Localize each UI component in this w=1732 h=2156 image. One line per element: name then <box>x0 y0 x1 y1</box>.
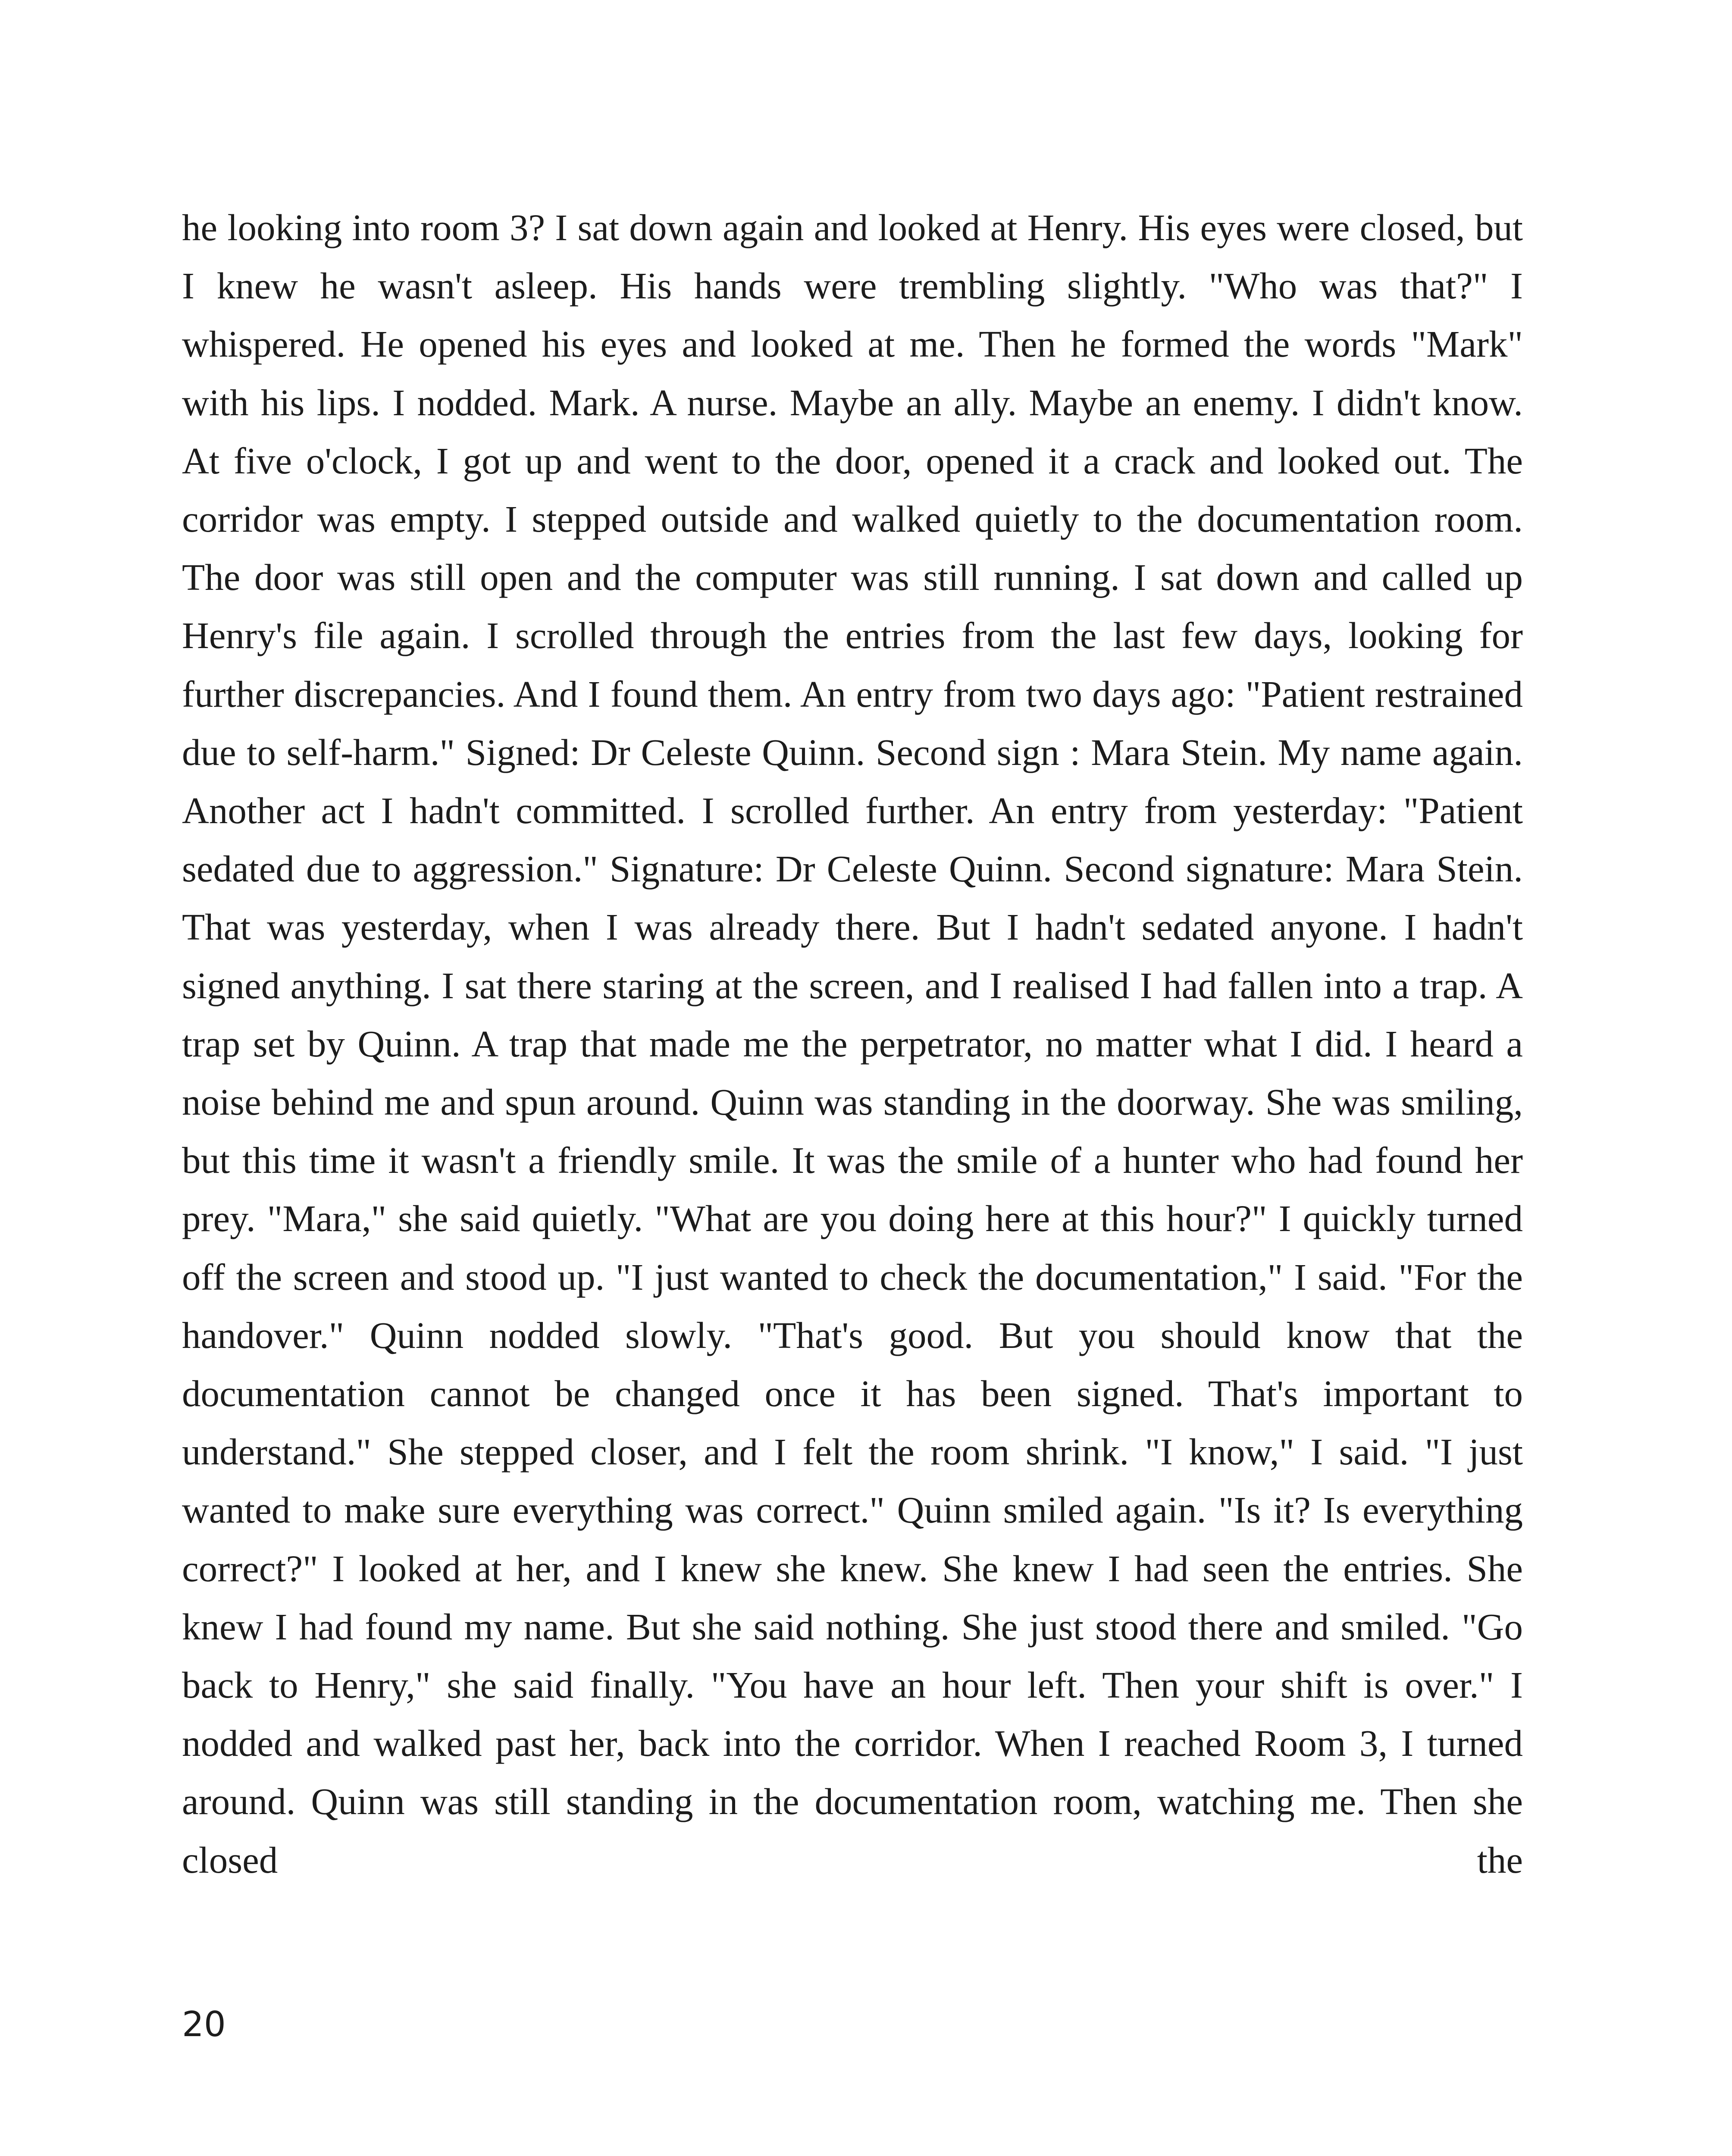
page-number: 20 <box>182 2004 226 2044</box>
body-paragraph: he looking into room 3? I sat down again and looked at Henry. His eyes were closed, but I knew he wasn't asleep. His hands were trembling slightly. "Who was that?" I whispered. He opened his eyes and looked at me. Then he formed the words "Mark" with his lips. I nodded. Mark. A nurse. Maybe an ally. Maybe an enemy. I didn't know. At five o'clock, I got up and went to the door, opened it a crack and looked out. The corridor was empty. I stepped outside and walked quietly to the documentation room. The door was still open and the computer was still running. I sat down and called up Henry's file again. I scrolled through the entries from the last few days, looking for further discrepancies. And I found them. An entry from two days ago: "Patient restrained due to self-harm." Signed: Dr Celeste Quinn. Second sign : Mara Stein. My name again. Another act I hadn't committed. I scrolled further. An entry from yesterday: "Patient sedated due to aggression." Signature: Dr Celeste Quinn. Second signature: Mara Stein. That was yesterday, when I was already there. But I hadn't sedated anyone. I hadn't signed anything. I sat there staring at the screen, and I realised I had fallen into a trap. A trap set by Quinn. A trap that made me the perpetrator, no matter what I did. I heard a noise behind me and spun around. Quinn was standing in the doorway. She was smiling, but this time it wasn't a friendly smile. It was the smile of a hunter who had found her prey. "Mara," she said quietly. "What are you doing here at this hour?" I quickly turned off the screen and stood up. "I just wanted to check the documentation," I said. "For the handover." Quinn nodded slowly. "That's good. But you should know that the documentation cannot be changed once it has been signed. That's important to understand." She stepped closer, and I felt the room shrink. "I know," I said. "I just wanted to make sure everything was correct." Quinn smiled again. "Is it? Is everything correct?" I looked at her, and I knew she knew. She knew I had seen the entries. She knew I had found my name. But she said nothing. She just stood there and smiled. "Go back to Henry," she said finally. "You have an hour left. Then your shift is over." I nodded and walked past her, back into the corridor. When I reached Room 3, I turned around. Quinn was still standing in the documentation room, watching me. Then she closed the <box>182 207 1523 1881</box>
